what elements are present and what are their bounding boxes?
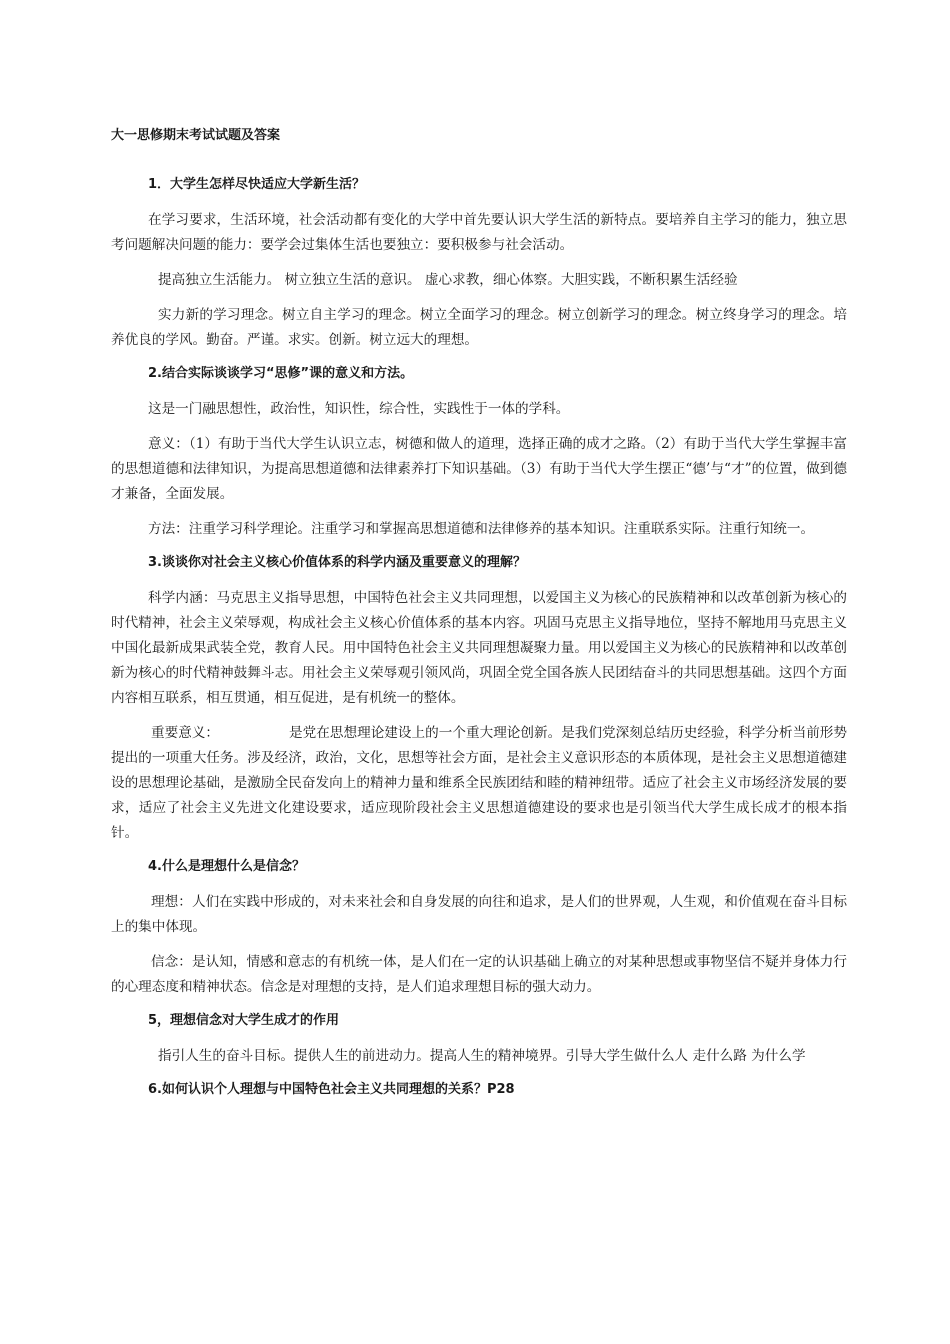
question-2-paragraph-1: 这是一门融思想性，政治性，知识性，综合性，实践性于一体的学科。: [148, 401, 570, 417]
question-4-paragraph-1: 理想：人们在实践中形成的，对未来社会和自身发展的向往和追求，是人们的世界观，人生观，和价值观在奋斗目标上的集中体现。: [111, 894, 847, 935]
question-1-heading: 1．大学生怎样尽快适应大学新生活？: [148, 177, 366, 192]
document-body: [111, 126, 847, 1113]
question-1-paragraph-1: 在学习要求，生活环境，社会活动都有变化的大学中首先要认识大学生活的新特点。要培养自主学习的能力，独立思考问题解决问题的能力：要学会过集体生活也要独立：要积极参与社会活动。: [111, 212, 847, 253]
question-6-heading: 6.如何认识个人理想与中国特色社会主义共同理想的关系？P28: [148, 1082, 515, 1097]
question-4-paragraph-2: 信念：是认知，情感和意志的有机统一体，是人们在一定的认识基础上确立的对某种思想或事物坚信不疑并身体力行的心理态度和精神状态。信念是对理想的支持，是人们追求理想目标的强大动力。: [111, 954, 847, 995]
importance-label: 重要意义：: [151, 725, 220, 741]
question-2-paragraph-2: 意义：（1）有助于当代大学生认识立志，树德和做人的道理，选择正确的成才之路。（2）有助于当代大学生掌握丰富的思想道德和法律知识，为提高思想道德和法律素养打下知识基础。（3）有助于当代大学生摆正“德’与“才”的位置，做到德才兼备，全面发展。: [111, 436, 847, 502]
question-3-paragraph-2: [111, 721, 847, 846]
question-5-heading: 5，理想信念对大学生成才的作用: [148, 1013, 340, 1028]
question-2-paragraph-3: 方法：注重学习科学理论。注重学习和掌握高思想道德和法律修养的基本知识。注重联系实际。注重行知统一。: [148, 521, 815, 537]
question-2-heading: 2.结合实际谈谈学习“思修”课的意义和方法。: [148, 366, 414, 381]
document-title: 大一思修期末考试试题及答案: [111, 128, 281, 143]
question-5-paragraph-1: 指引人生的奋斗目标。提供人生的前进动力。提高人生的精神境界。引导大学生做什么人 走什么路 为什么学: [158, 1048, 806, 1064]
question-1-paragraph-2: 提高独立生活能力。 树立独立生活的意识。 虚心求教，细心体察。大胆实践，不断积累生活经验: [158, 272, 738, 288]
importance-body: 是党在思想理论建设上的一个重大理论创新。是我们党深刻总结历史经验，科学分析当前形势提出的一项重大任务。涉及经济，政治，文化，思想等社会方面，是社会主义意识形态的本质体现，是社会主义思想道德建设的思想理论基础，是激励全民奋发向上的精神力量和维系全民族团结和睦的精神纽带。适应了社会主义市场经济发展的要求，适应了社会主义先进文化建设要求，适应现阶段社会主义思想道德建设的要求也是引领当代大学生成长成才的根本指针。: [111, 725, 848, 841]
question-3-heading: 3.谈谈你对社会主义核心价值体系的科学内涵及重要意义的理解？: [148, 555, 526, 570]
question-3-paragraph-1: 科学内涵：马克思主义指导思想，中国特色社会主义共同理想，以爱国主义为核心的民族精神和以改革创新为核心的时代精神，社会主义荣辱观，构成社会主义核心价值体系的基本内容。巩固马克思主义指导地位，坚持不解地用马克思主义中国化最新成果武装全党，教育人民。用中国特色社会主义共同理想凝聚力量。用以爱国主义为核心的民族精神和以改革创新为核心的时代精神鼓舞斗志。用社会主义荣辱观引领风尚，巩固全党全国各族人民团结奋斗的共同思想基础。这四个方面内容相互联系，相互贯通，相互促进，是有机统一的整体。: [111, 590, 847, 706]
question-1-paragraph-3: 实力新的学习理念。树立自主学习的理念。树立全面学习的理念。树立创新学习的理念。树立终身学习的理念。培养优良的学风。勤奋。严谨。求实。创新。树立远大的理想。: [111, 307, 847, 348]
question-4-heading: 4.什么是理想什么是信念？: [148, 859, 305, 874]
